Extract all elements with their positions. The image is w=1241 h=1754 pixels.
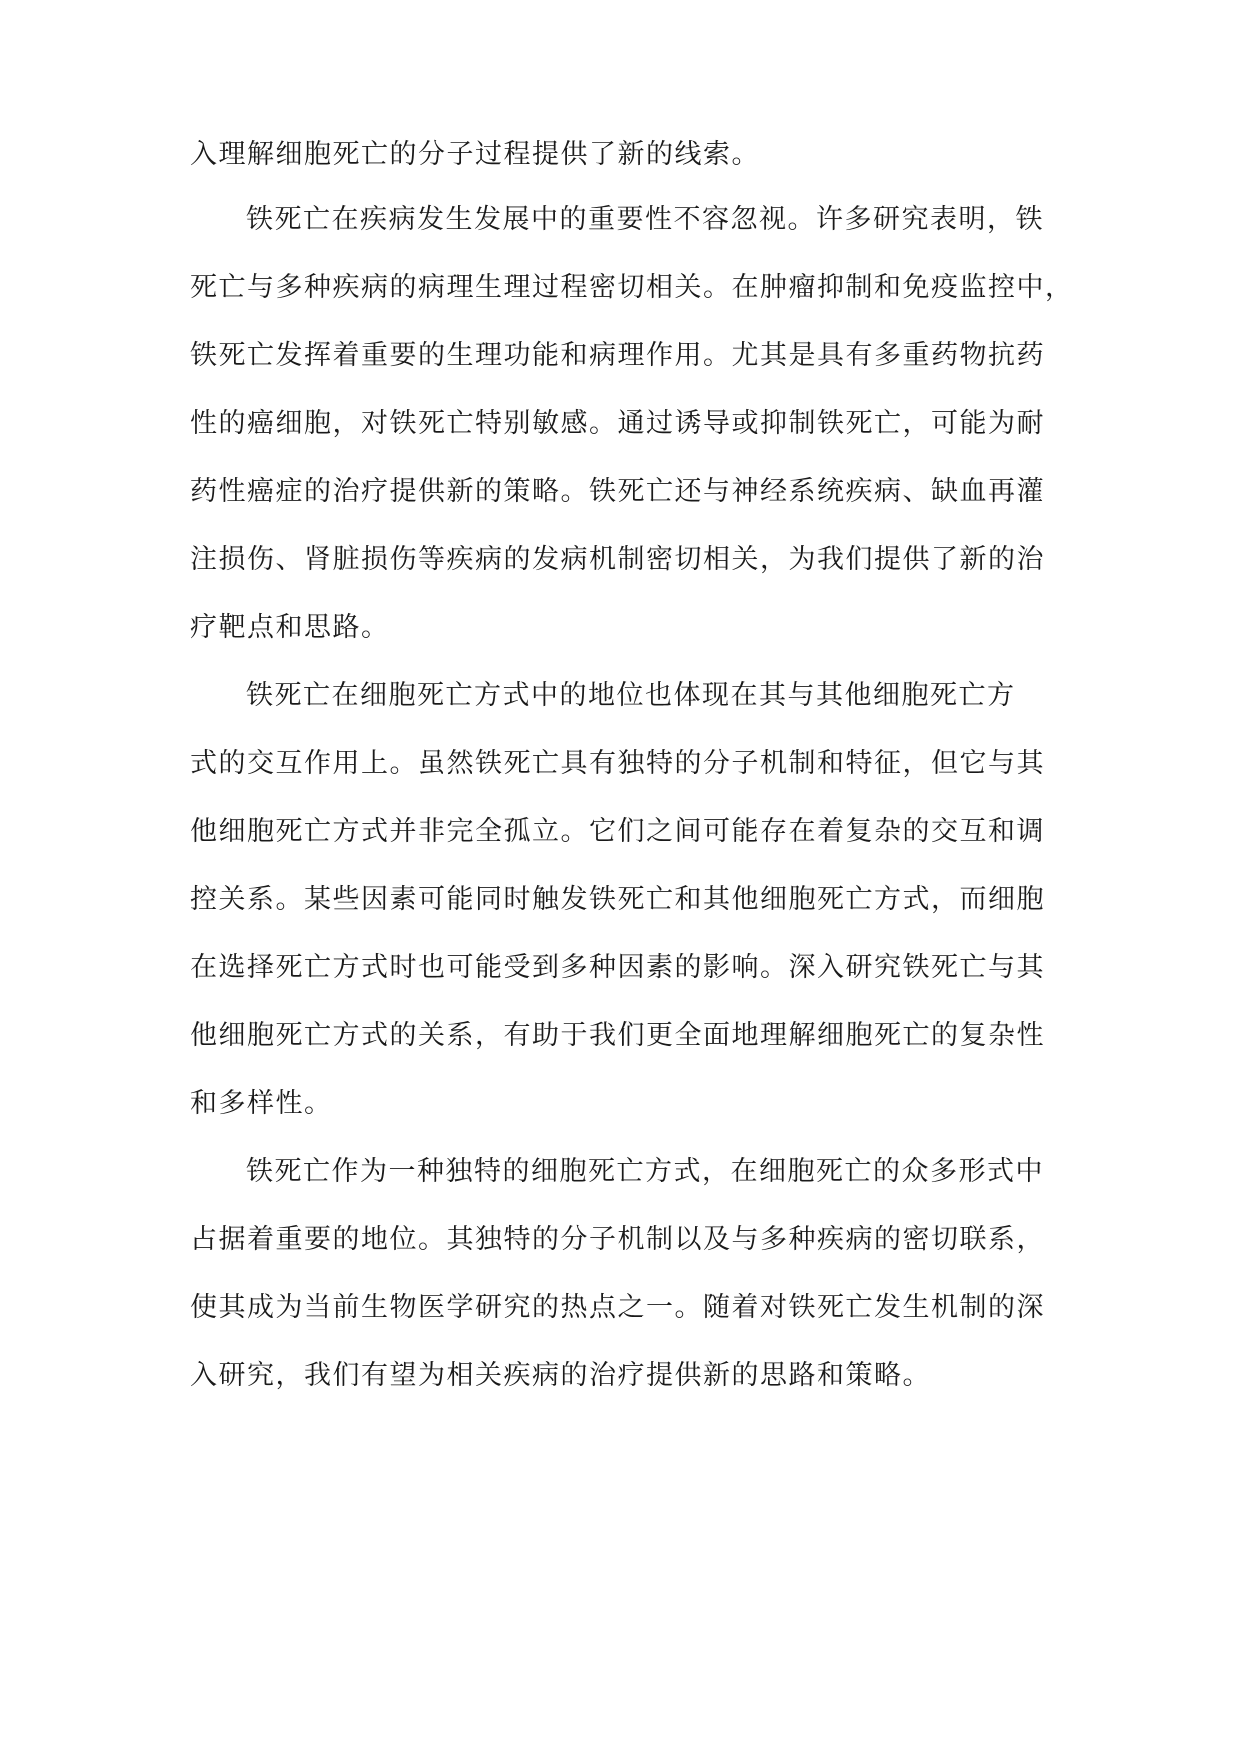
text-line: 使其成为当前生物医学研究的热点之一。随着对铁死亡发生机制的深 [190, 1292, 1045, 1323]
text-line: 铁死亡在疾病发生发展中的重要性不容忽视。许多研究表明，铁 [246, 204, 1044, 235]
text-line: 药性癌症的治疗提供新的策略。铁死亡还与神经系统疾病、缺血再灌 [190, 476, 1045, 507]
text-line: 控关系。某些因素可能同时触发铁死亡和其他细胞死亡方式，而细胞 [190, 884, 1045, 915]
text-line: 入研究，我们有望为相关疾病的治疗提供新的思路和策略。 [190, 1360, 931, 1391]
text-line: 注损伤、肾脏损伤等疾病的发病机制密切相关，为我们提供了新的治 [190, 544, 1045, 575]
text-line: 和多样性。 [190, 1088, 333, 1119]
text-line: 在选择死亡方式时也可能受到多种因素的影响。深入研究铁死亡与其 [190, 952, 1045, 983]
text-line: 性的癌细胞，对铁死亡特别敏感。通过诱导或抑制铁死亡，可能为耐 [190, 408, 1045, 439]
text-line: 铁死亡发挥着重要的生理功能和病理作用。尤其是具有多重药物抗药 [190, 340, 1045, 371]
text-line: 式的交互作用上。虽然铁死亡具有独特的分子机制和特征，但它与其 [190, 748, 1045, 779]
text-line: 入理解细胞死亡的分子过程提供了新的线索。 [190, 139, 760, 170]
text-line: 铁死亡作为一种独特的细胞死亡方式，在细胞死亡的众多形式中 [246, 1156, 1044, 1187]
text-line: 他细胞死亡方式的关系，有助于我们更全面地理解细胞死亡的复杂性 [190, 1020, 1045, 1051]
text-line: 铁死亡在细胞死亡方式中的地位也体现在其与其他细胞死亡方 [246, 680, 1016, 711]
text-line: 死亡与多种疾病的病理生理过程密切相关。在肿瘤抑制和免疫监控中， [190, 272, 1074, 303]
text-line: 疗靶点和思路。 [190, 612, 390, 643]
text-line: 占据着重要的地位。其独特的分子机制以及与多种疾病的密切联系， [190, 1224, 1045, 1255]
text-line: 他细胞死亡方式并非完全孤立。它们之间可能存在着复杂的交互和调 [190, 816, 1045, 847]
